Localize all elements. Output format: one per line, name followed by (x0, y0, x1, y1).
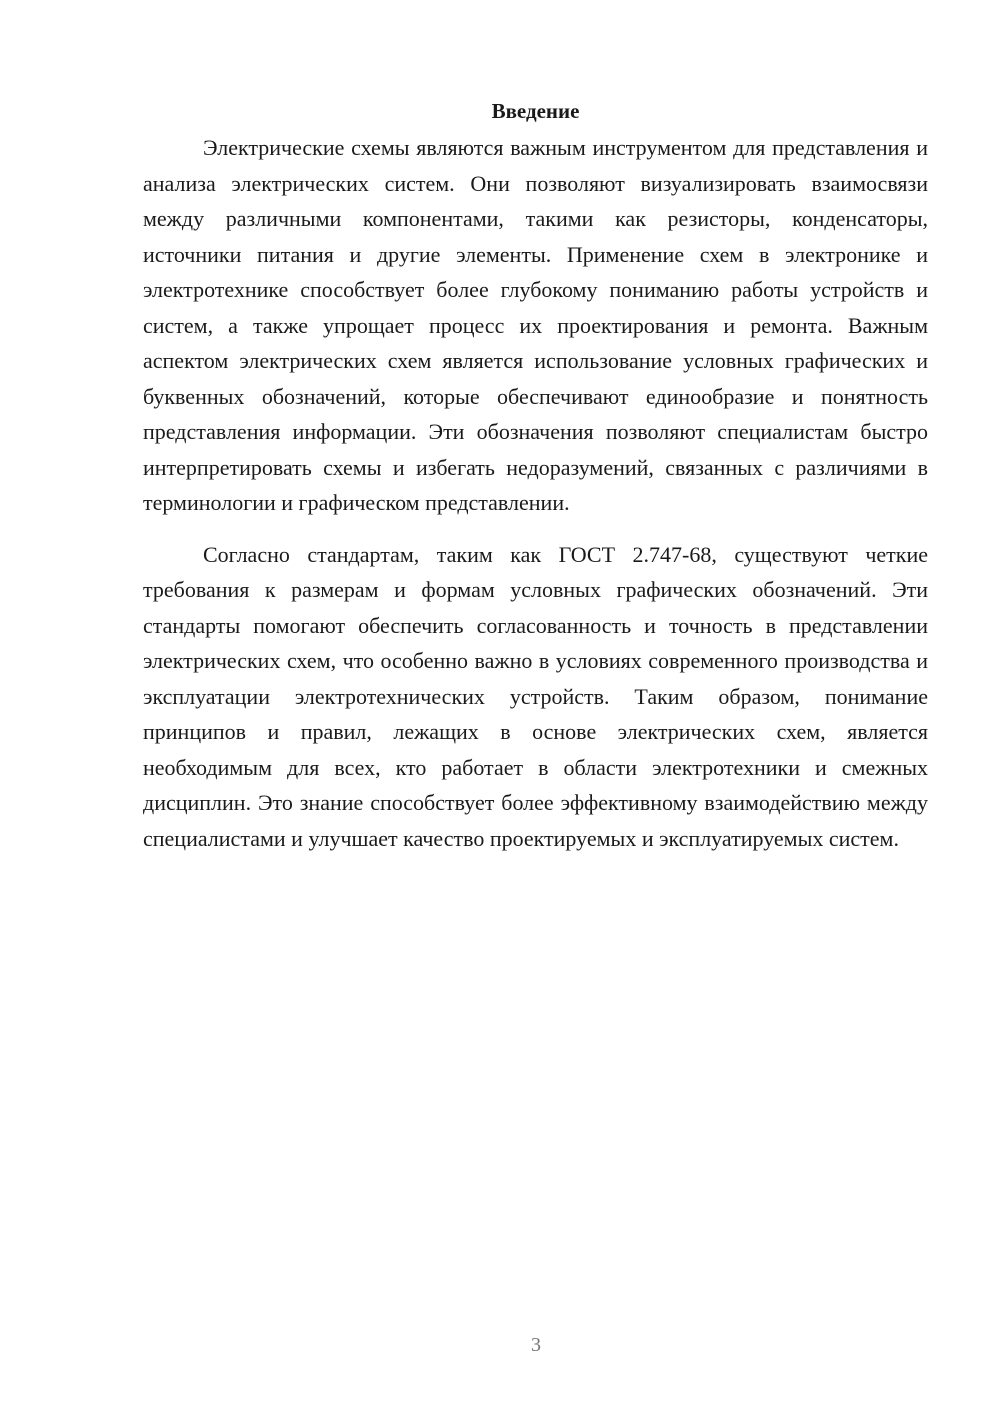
page-number: 3 (531, 1334, 541, 1356)
paragraph-1: Электрические схемы являются важным инструментом для представления и анализа электрических систем. Они позволяют визуализировать взаимосвязи между различными компонентами, такими как резисторы, конденсаторы, источники питания и другие элементы. Применение схем в электронике и электротехнике способствует более глубокому пониманию работы устройств и систем, а также упрощает процесс их проектирования и ремонта. Важным аспектом электрических схем является использование условных графических и буквенных обозначений, которые обеспечивают единообразие и понятность представления информации. Эти обозначения позволяют специалистам быстро интерпретировать схемы и избегать недоразумений, связанных с различиями в терминологии и графическом представлении. (143, 135, 928, 515)
page-content (143, 96, 928, 856)
section-heading: Введение (491, 99, 580, 123)
paragraph-2: Согласно стандартам, таким как ГОСТ 2.747-68, существуют четкие требования к размерам и формам условных графических обозначений. Эти стандарты помогают обеспечить согласованность и точность в представлении электрических схем, что особенно важно в условиях современного производства и эксплуатации электротехнических устройств. Таким образом, понимание принципов и правил, лежащих в основе электрических схем, является необходимым для всех, кто работает в области электротехники и смежных дисциплин. Это знание способствует более эффективному взаимодействию между специалистами и улучшает качество проектируемых и эксплуатируемых систем. (143, 541, 928, 851)
